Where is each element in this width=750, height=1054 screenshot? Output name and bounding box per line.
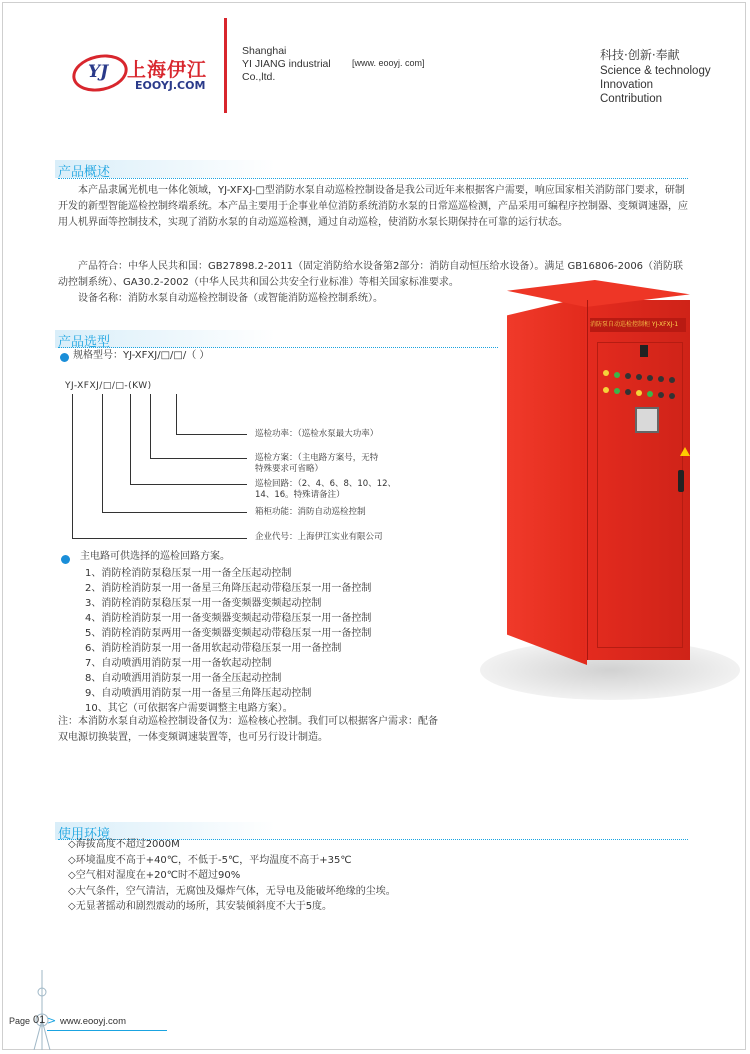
list-intro: 主电路可供选择的巡检回路方案。 bbox=[80, 551, 230, 562]
list-item: 7、自动喷洒用消防泵一用一备软起动控制 bbox=[85, 658, 272, 669]
slogan-line: Contribution bbox=[600, 93, 663, 105]
logo-mark: YJ bbox=[88, 62, 109, 82]
leader-line bbox=[72, 394, 73, 538]
lamp-icon bbox=[603, 387, 609, 393]
lamp-icon bbox=[625, 389, 631, 395]
slogan-line: Innovation bbox=[600, 79, 654, 91]
page-number: 01 bbox=[33, 1014, 46, 1026]
note-line: 注：本消防水泵自动巡检控制设备仅为：巡检核心控制。我们可以根据客户需求：配备 bbox=[58, 716, 438, 727]
cabinet-edge bbox=[587, 300, 588, 660]
page-label: Page bbox=[9, 1016, 31, 1026]
logo-chinese: 上海伊江 bbox=[127, 59, 208, 81]
cabinet-lock-icon bbox=[640, 345, 648, 357]
label-scheme bbox=[255, 453, 378, 475]
lamp-icon bbox=[614, 388, 620, 394]
cabinet-banner: 消防泵自动巡检控制柜 YJ-XFXJ-1 bbox=[590, 318, 686, 332]
company-line: Shanghai bbox=[242, 45, 287, 57]
leader-line bbox=[130, 394, 131, 484]
bullet-icon bbox=[60, 353, 69, 362]
model-code: YJ-XFXJ/□/□-(KW) bbox=[65, 381, 152, 391]
label-function: 箱柜功能：消防自动巡检控制 bbox=[255, 507, 366, 517]
note bbox=[58, 714, 558, 746]
list-item: 2、消防栓消防泵一用一备星三角降压起动带稳压泵一用一备控制 bbox=[85, 583, 372, 594]
device-name: 设备名称：消防水泵自动巡检控制设备（或智能消防巡检控制系统）。 bbox=[78, 293, 383, 304]
section-title-environment: 使用环境 bbox=[58, 827, 111, 842]
slogan-chinese: 科技·创新·奉献 bbox=[600, 48, 680, 62]
list-item: 5、消防栓消防泵两用一备变频器变频起动带稳压泵一用一备控制 bbox=[85, 628, 372, 639]
list-item: 9、自动喷洒用消防泵一用一备星三角降压起动控制 bbox=[85, 688, 312, 699]
slogan-line: Science & technology bbox=[600, 65, 711, 77]
lamp-icon bbox=[669, 377, 675, 383]
list-item: 10、其它（可依据客户需要调整主电路方案）。 bbox=[85, 703, 293, 714]
lamp-icon bbox=[636, 374, 642, 380]
list-item: 8、自动喷洒用消防泵一用一备全压起动控制 bbox=[85, 673, 282, 684]
environment-item: ◇海拔高度不超过2000M bbox=[68, 839, 180, 850]
door-handle-icon bbox=[678, 470, 684, 492]
section-title-overview: 产品概述 bbox=[58, 165, 111, 180]
standards-paragraph: 产品符合：中华人民共和国：GB27898.2-2011（固定消防给水设备第2部分：消防自动恒压给水设备）。满足 GB16806-2006（消防联动控制系统）、GA30.2-2002（中华人民共和国公共安全行业标准）等相关国家标准要求。 bbox=[58, 261, 684, 288]
logo-url: EOOYJ.COM bbox=[135, 79, 206, 92]
label-line: 14、16。特殊请备注） bbox=[255, 490, 345, 500]
list-item: 4、消防栓消防泵一用一备变频器变频起动带稳压泵一用一备控制 bbox=[85, 613, 372, 624]
header-website: [www. eooyj. com] bbox=[352, 58, 425, 68]
footer-url: www.eooyj.com bbox=[60, 1016, 126, 1027]
footer-rule bbox=[47, 1030, 167, 1031]
leader-line bbox=[102, 512, 247, 513]
label-circuit bbox=[255, 479, 396, 501]
lamp-icon bbox=[647, 391, 653, 397]
spec-line: 规格型号：YJ-XFXJ/□/□/（ ） bbox=[73, 350, 210, 361]
section-title-selection: 产品选型 bbox=[58, 335, 111, 350]
environment-item: ◇无显著摇动和剧烈震动的场所，其安装倾斜度不大于5度。 bbox=[68, 901, 333, 912]
cabinet-door bbox=[597, 342, 683, 648]
label-company: 企业代号：上海伊江实业有限公司 bbox=[255, 532, 383, 542]
label-line: 巡检回路：（2、4、6、8、10、12、 bbox=[255, 479, 397, 489]
environment-item: ◇环境温度不高于+40℃，不低于-5℃，平均温度不高于+35℃ bbox=[68, 854, 352, 866]
list-item: 3、消防栓消防泵稳压泵一用一备变频器变频起动控制 bbox=[85, 598, 322, 609]
label-line: 巡检方案：（主电路方案号，无特 bbox=[255, 453, 379, 463]
company-name bbox=[242, 45, 331, 84]
hmi-screen bbox=[635, 407, 659, 433]
lamp-icon bbox=[614, 372, 620, 378]
environment-item: ◇空气相对湿度在+20℃时不超过90% bbox=[68, 870, 241, 881]
cabinet-side bbox=[507, 285, 587, 665]
lamp-icon bbox=[636, 390, 642, 396]
header-divider bbox=[224, 18, 227, 113]
leader-line bbox=[130, 484, 247, 485]
overview-paragraph: 本产品隶属光机电一体化领域，YJ-XFXJ-□型消防水泵自动巡检控制设备是我公司近年来根据客户需要，响应国家相关消防部门要求，研制开发的新型智能巡检控制终端系统。本产品主要用于企事业单位消防系统消防水泵的日常巡巡检测，产品采用可编程序控制器、变频调速器，应用人机界面等控制技术，实现了消防水泵的自动巡巡检测，通过自动巡检，使消防水泵长期保持在可靠的运行状态。 bbox=[58, 185, 688, 228]
company-line: YI JIANG industrial bbox=[242, 58, 331, 70]
slogan-english bbox=[600, 64, 711, 106]
circuit-list bbox=[85, 566, 371, 716]
note-line: 双电源切换装置，一体变频调速装置等，也可另行设计制造。 bbox=[58, 732, 328, 743]
lamp-icon bbox=[658, 392, 664, 398]
lamp-icon bbox=[647, 375, 653, 381]
environment-item: ◇大气条件，空气清洁，无腐蚀及爆炸气体，无导电及能破坏绝缘的尘埃。 bbox=[68, 885, 396, 897]
warning-icon bbox=[680, 447, 690, 456]
leader-line bbox=[150, 458, 247, 459]
bullet-icon bbox=[61, 555, 70, 564]
section-rule bbox=[58, 178, 688, 180]
label-power: 巡检功率：（巡检水泵最大功率） bbox=[255, 429, 379, 439]
list-item: 6、消防栓消防泵一用一备用软起动带稳压泵一用一备控制 bbox=[85, 643, 342, 654]
leader-line bbox=[72, 538, 247, 539]
lamp-icon bbox=[603, 370, 609, 376]
leader-line bbox=[150, 394, 151, 458]
environment-list bbox=[68, 837, 688, 915]
company-line: Co.,ltd. bbox=[242, 71, 276, 83]
arrow-icon: > bbox=[47, 1014, 57, 1027]
list-item: 1、消防栓消防泵稳压泵一用一备全压起动控制 bbox=[85, 568, 292, 579]
tv-tower-icon bbox=[30, 970, 57, 1050]
lamp-icon bbox=[669, 393, 675, 399]
leader-line bbox=[176, 434, 247, 435]
lamp-icon bbox=[625, 373, 631, 379]
lamp-icon bbox=[658, 376, 664, 382]
leader-line bbox=[102, 394, 103, 512]
leader-line bbox=[176, 394, 177, 434]
label-line: 特殊要求可省略） bbox=[255, 464, 324, 474]
